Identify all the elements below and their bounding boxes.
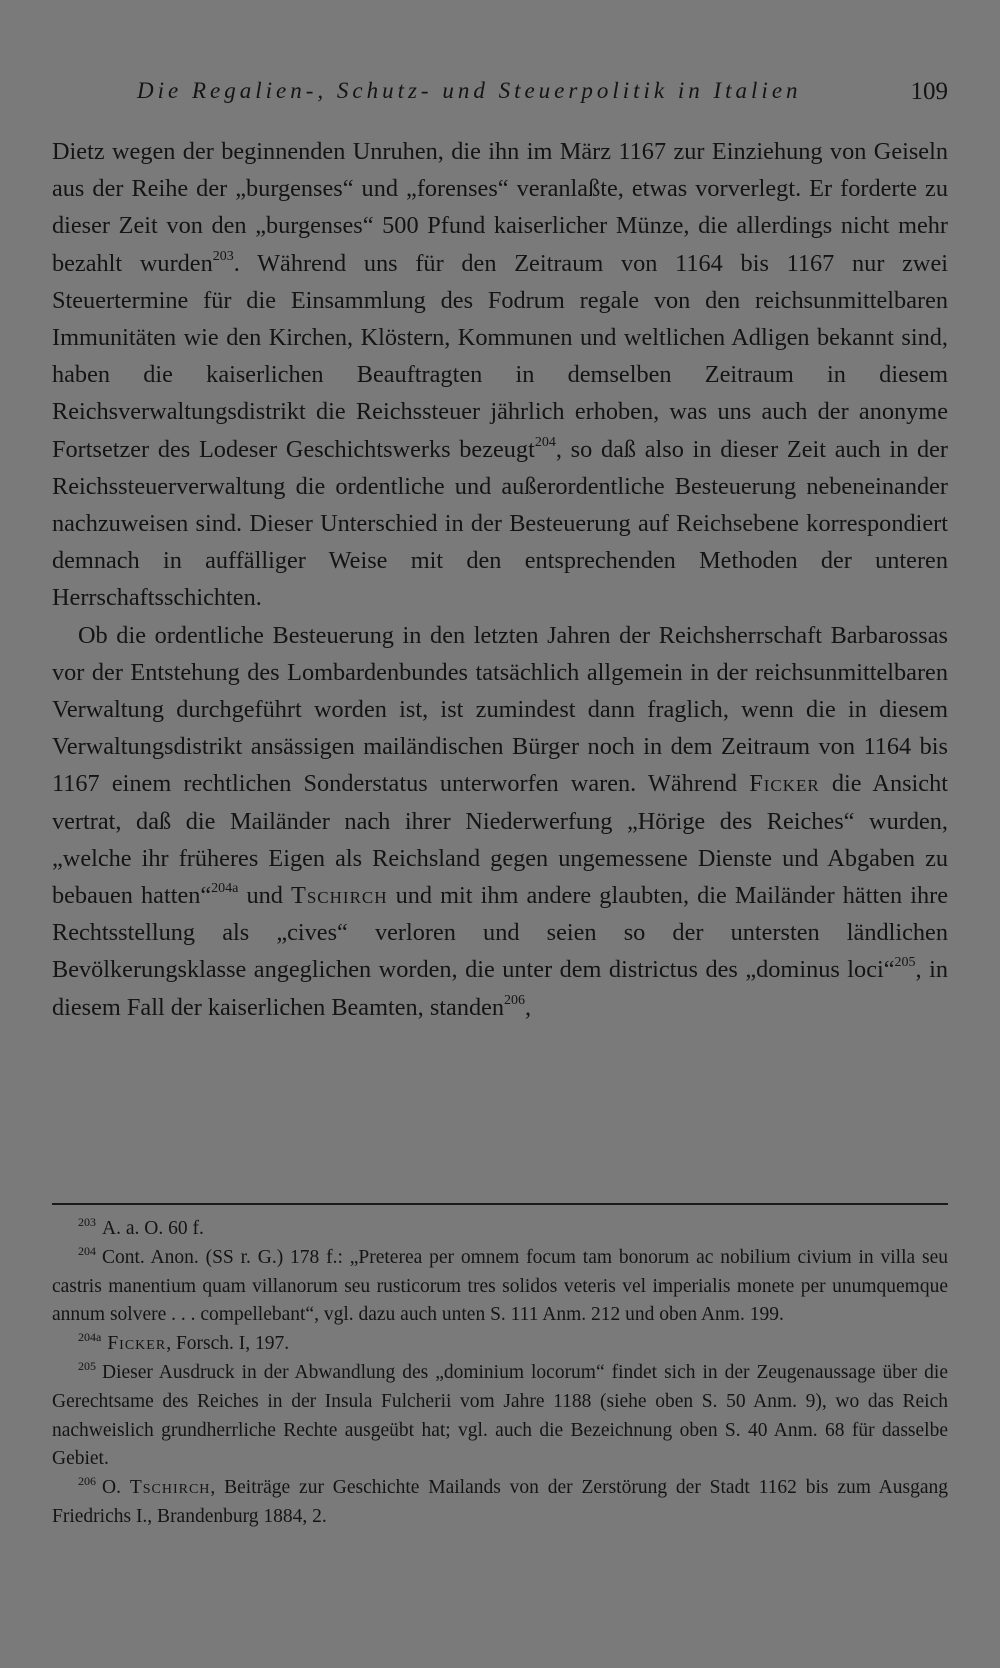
text-run: , so daß also in dieser Zeit auch in der Reichssteuerverwaltung die ordentliche und außerordentliche Besteuerung nebeneinander nachzuweisen sind. Dieser Unterschied in der Besteuerung auf Reichsebene korrespondiert demnach in auffälliger Weise mit den entsprechenden Methoden der unteren Herrschaftsschichten. — [52, 435, 948, 612]
text-run: und mit ihm andere glaubten, die Mailänder hätten ihre Rechtsstellung als „cives“ verloren und seien so der untersten ländlichen Bevölkerungsklasse angeglichen worden, die unter dem districtus des „dominus loci“ — [52, 882, 948, 984]
text-run: Ob die ordentliche Besteuerung in den letzten Jahren der Reichsherrschaft Barbarossas vor der Entstehung des Lombardenbundes tatsächlich allgemein in der reichsunmittelbaren Verwaltung durchgeführt worden ist, ist zumindest dann fraglich, wenn die in diesem Verwaltungsdistrikt ansässigen mailändischen Bürger noch in dem Zeitraum von 1164 bis 1167 einem rechtlichen Sonderstatus unterworfen waren. Während — [52, 621, 948, 798]
author-name-tschirch: Tschirch — [291, 882, 388, 910]
footnote-prefix: O. — [102, 1477, 130, 1499]
text-run: , in diesem Fall der kaiserlichen Beamten, standen — [52, 956, 948, 1021]
footnote-ref-203: 203 — [212, 248, 234, 264]
text-run: Dietz wegen der beginnenden Unruhen, die ihn im März 1167 zur Einziehung von Geiseln aus der Reihe der „burgenses“ und „forenses“ veranlaßte, etwas vorverlegt. Er forderte zu dieser Zeit von den „burgenses“ 500 Pfund kaiserlicher Münze, die allerdings nicht mehr bezahlt wurden — [52, 138, 948, 277]
footnote-number: 206 — [78, 1474, 96, 1489]
footnote-204 — [52, 1244, 948, 1330]
running-title: Die Regalien-, Schutz- und Steuerpolitik in Italien — [137, 78, 802, 103]
footnote-ref-204a: 204a — [211, 881, 239, 897]
footnote-ref-206: 206 — [504, 992, 526, 1008]
footnote-ref-204: 204 — [534, 434, 556, 450]
main-text — [52, 133, 948, 1026]
footnote-number: 204a — [78, 1330, 102, 1345]
footnote-text: Dieser Ausdruck in der Abwandlung des „dominium locorum“ findet sich in der Zeugenaussage über die Gerechtsame des Reiches in der Insula Fulcherii vom Jahre 1188 (siehe oben S. 50 Anm. 9), wo das Reich nachweislich grundherrliche Rechte ausgeübt hat; vgl. auch die Bezeichnung oben S. 40 Anm. 68 für dasselbe Gebiet. — [52, 1361, 948, 1470]
footnote-text: , Forsch. I, 197. — [166, 1333, 290, 1355]
text-run: , — [525, 993, 532, 1021]
footnote-206 — [52, 1474, 948, 1532]
author-name-ficker: Ficker — [749, 770, 820, 798]
text-run: und — [238, 882, 291, 910]
footnote-divider — [52, 1203, 948, 1205]
footnote-number: 205 — [78, 1358, 96, 1373]
footnote-204a — [52, 1330, 948, 1359]
author-name-ficker: Ficker — [107, 1333, 167, 1355]
footnote-203 — [52, 1215, 948, 1244]
footnote-text: A. a. O. 60 f. — [102, 1218, 204, 1239]
footnote-text: , Beiträge zur Geschichte Mailands von der Zerstörung der Stadt 1162 bis zum Ausgang Friedrichs I., Brandenburg 1884, 2. — [52, 1477, 948, 1527]
paragraph-1 — [52, 133, 948, 617]
paragraph-2 — [52, 617, 948, 1026]
footnote-ref-205: 205 — [894, 955, 916, 971]
footnote-text: Cont. Anon. (SS r. G.) 178 f.: „Preterea per omnem focum tam bonorum ac nobilium civium in villa seu castris manentium quam villanorum seu rusticorum tres solidos veteris vel imperialis monete per unumquemque annum solvere . . . compellebant“, vgl. dazu auch unten S. 111 Anm. 212 und oben Anm. 199. — [52, 1246, 948, 1326]
author-name-tschirch: Tschirch — [129, 1477, 211, 1499]
footnote-205 — [52, 1359, 948, 1474]
footnote-number: 204 — [78, 1243, 96, 1258]
page-number: 109 — [910, 78, 948, 105]
running-header — [52, 76, 948, 116]
text-run: . Während uns für den Zeitraum von 1164 bis 1167 nur zwei Steuertermine für die Einsammlung des Fodrum regale von den reichsunmittelbaren Immunitäten wie den Kirchen, Klöstern, Kommunen und weltlichen Adligen bekannt sind, haben die kaiserlichen Beauftragten in demselben Zeitraum in diesem Reichsverwaltungsdistrikt die Reichssteuer jährlich erhoben, was uns auch der anonyme Fortsetzer des Lodeser Geschichtswerks bezeugt — [52, 249, 949, 463]
text-run: die Ansicht vertrat, daß die Mailänder nach ihrer Niederwerfung „Hörige des Reiches“ wurden, „welche ihr früheres Eigen als Reichsland gegen ungemessene Dienste und Abgaben zu bebauen hatten“ — [52, 770, 948, 910]
footnotes — [52, 1215, 948, 1532]
footnote-number: 203 — [78, 1215, 96, 1229]
